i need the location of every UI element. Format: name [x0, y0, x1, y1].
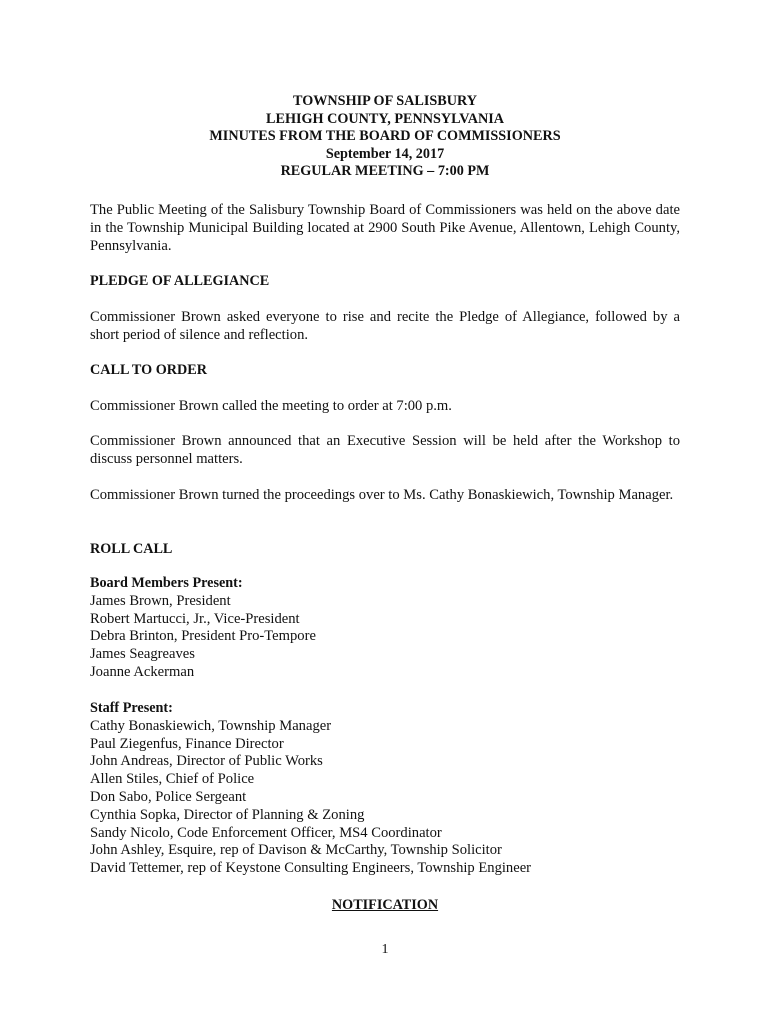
header-minutes-title: MINUTES FROM THE BOARD OF COMMISSIONERS	[209, 128, 561, 144]
roll-call-heading: ROLL CALL	[90, 541, 173, 557]
header-meeting-type: REGULAR MEETING – 7:00 PM	[280, 163, 490, 179]
list-item: James Seagreaves	[90, 646, 195, 663]
call-to-order-paragraph-1: Commissioner Brown called the meeting to order at 7:00 p.m.	[90, 398, 452, 414]
list-item: Sandy Nicolo, Code Enforcement Officer, MS4 Coordinator	[90, 824, 442, 841]
list-item: Paul Ziegenfus, Finance Director	[90, 735, 284, 752]
list-item: Debra Brinton, President Pro-Tempore	[90, 628, 316, 645]
pledge-heading: PLEDGE OF ALLEGIANCE	[90, 273, 270, 289]
list-item: John Andreas, Director of Public Works	[90, 753, 323, 770]
board-members-list	[90, 575, 680, 682]
list-item: Cathy Bonaskiewich, Township Manager	[90, 717, 332, 734]
page-number: 1	[381, 942, 389, 957]
intro-paragraph: The Public Meeting of the Salisbury Township Board of Commissioners was held on the above date in the Township Municipal Building located at 2900 South Pike Avenue, Allentown, Lehigh County, Pennsylvania.	[90, 202, 680, 254]
list-item: James Brown, President	[90, 592, 231, 609]
document-header	[90, 93, 680, 181]
list-item: Allen Stiles, Chief of Police	[90, 771, 255, 788]
header-township: TOWNSHIP OF SALISBURY	[293, 93, 477, 109]
call-to-order-paragraph-2: Commissioner Brown announced that an Executive Session will be held after the Workshop to discuss personnel matters.	[90, 433, 680, 467]
call-to-order-paragraph-3: Commissioner Brown turned the proceedings over to Ms. Cathy Bonaskiewich, Township Manager.	[90, 487, 674, 503]
header-date: September 14, 2017	[325, 145, 445, 162]
list-item: Cynthia Sopka, Director of Planning & Zoning	[90, 806, 365, 823]
call-to-order-heading: CALL TO ORDER	[90, 362, 207, 378]
list-item: Joanne Ackerman	[90, 663, 195, 680]
pledge-paragraph: Commissioner Brown asked everyone to rise and recite the Pledge of Allegiance, followed by a short period of silence and reflection.	[90, 309, 680, 343]
list-item: Robert Martucci, Jr., Vice-President	[90, 610, 300, 627]
header-county: LEHIGH COUNTY, PENNSYLVANIA	[266, 110, 504, 127]
notification-heading: NOTIFICATION	[331, 897, 439, 913]
list-item: David Tettemer, rep of Keystone Consulting Engineers, Township Engineer	[90, 860, 532, 877]
staff-present-title: Staff Present:	[90, 700, 173, 716]
list-item: Don Sabo, Police Sergeant	[90, 788, 247, 805]
board-members-title: Board Members Present:	[90, 575, 243, 591]
list-item: John Ashley, Esquire, rep of Davison & McCarthy, Township Solicitor	[90, 842, 502, 859]
staff-present-list	[90, 700, 680, 878]
